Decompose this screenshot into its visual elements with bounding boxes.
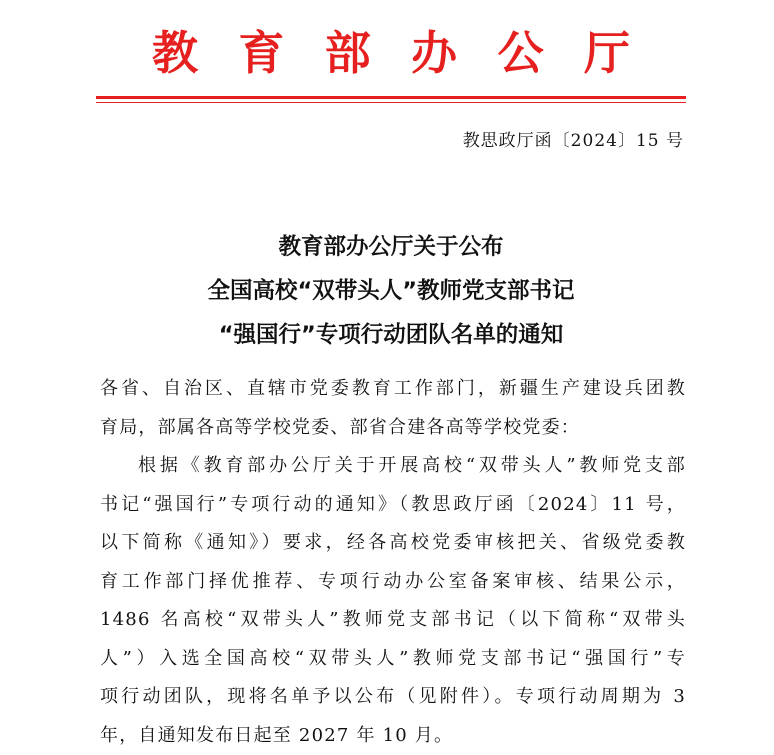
document-title <box>96 225 686 357</box>
body-line: 项行动团队，现将名单予以公布（见附件）。专项行动周期为 3 <box>100 678 686 717</box>
body-line: 育局，部属各高等学校党委、部省合建各高等学校党委： <box>100 409 686 448</box>
masthead-char: 教 <box>152 17 198 83</box>
masthead <box>96 22 686 78</box>
document-body <box>100 370 686 755</box>
masthead-char: 厅 <box>584 17 630 83</box>
title-line: “强国行”专项行动团队名单的通知 <box>96 313 686 357</box>
document-number: 教思政厅函〔2024〕15 号 <box>463 126 684 151</box>
body-line: 书记“强国行”专项行动的通知》（教思政厅函〔2024〕11 号， <box>100 486 686 525</box>
masthead-char: 公 <box>498 17 544 83</box>
masthead-rule-thin <box>96 102 686 103</box>
body-line: 以下简称《通知》）要求，经各高校党委审核把关、省级党委教 <box>100 524 686 563</box>
body-line: 1486 名高校“双带头人”教师党支部书记（以下简称“双带头 <box>100 601 686 640</box>
body-line: 育工作部门择优推荐、专项行动办公室备案审核、结果公示， <box>100 563 686 602</box>
masthead-char: 育 <box>238 17 284 83</box>
masthead-rule-thick <box>96 96 686 99</box>
body-line: 年，自通知发布日起至 2027 年 10 月。 <box>100 717 686 755</box>
title-line: 全国高校“双带头人”教师党支部书记 <box>96 269 686 313</box>
masthead-char: 部 <box>325 17 371 83</box>
title-line: 教育部办公厅关于公布 <box>96 225 686 269</box>
body-line: 根据《教育部办公厅关于开展高校“双带头人”教师党支部 <box>100 447 686 486</box>
body-line: 人”）入选全国高校“双带头人”教师党支部书记“强国行”专 <box>100 640 686 679</box>
body-line: 各省、自治区、直辖市党委教育工作部门，新疆生产建设兵团教 <box>100 370 686 409</box>
masthead-char: 办 <box>411 17 457 83</box>
